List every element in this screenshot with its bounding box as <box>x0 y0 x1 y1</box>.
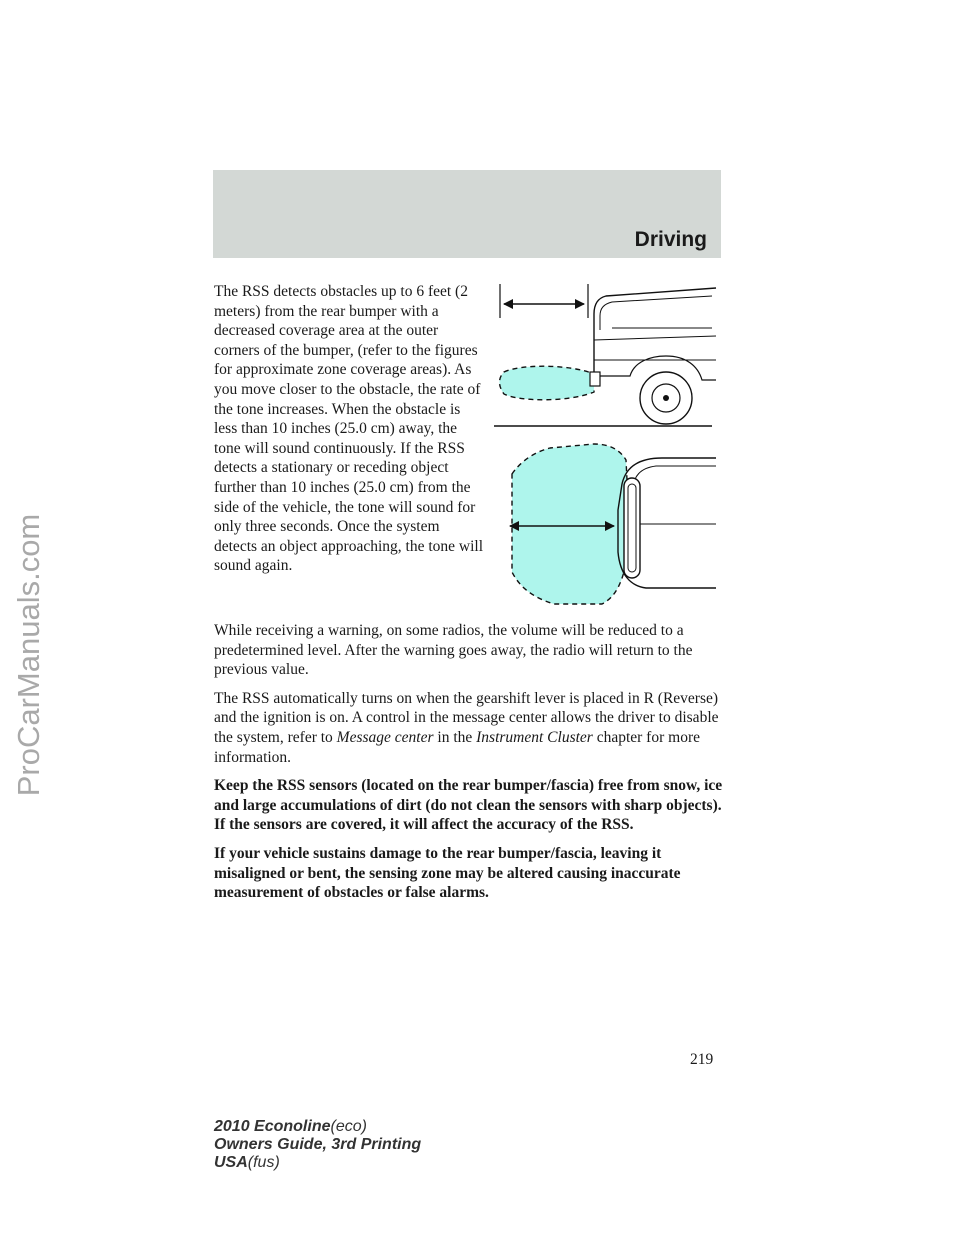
watermark: ProCarManuals.com <box>11 513 46 797</box>
section-title: Driving <box>634 228 707 251</box>
intro-text <box>214 282 484 576</box>
paragraph-bumper-damage: If your vehicle sustains damage to the rear bumper/fascia, leaving it misaligned or bent, the sensing zone may be altered causing inaccurate measurement of obstacles or false alarms. <box>214 844 681 902</box>
footer-guide-line: Owners Guide, 3rd Printing <box>214 1136 422 1153</box>
side-detection-zone <box>500 366 595 400</box>
van-side-outline <box>594 288 716 372</box>
ref-message-center: Message center <box>336 728 434 746</box>
footer <box>214 1118 421 1172</box>
footer-market-line: USA(fus) <box>214 1154 280 1171</box>
paragraph-rss-activation: The RSS automatically turns on when the gearshift lever is placed in R (Reverse) and the ignition is on. A control in the message center allows the driver to disable the system, refer to Message center in the Instrument Cluster chapter for more information. <box>214 689 719 766</box>
section-header-band <box>213 170 721 258</box>
rss-zone-figure <box>490 280 722 610</box>
top-detection-zone <box>512 444 628 604</box>
ref-instrument-cluster: Instrument Cluster <box>476 728 593 746</box>
footer-model-line: 2010 Econoline(eco) <box>214 1118 367 1135</box>
intro-paragraph: The RSS detects obstacles up to 6 feet (2 meters) from the rear bumper with a decreased coverage area at the outer corners of the bumper, (refer to the figures for approximate zone coverage areas). As you move closer to the obstacle, the rate of the tone increases. When the obstacle is less than 10 inches (25.0 cm) away, the tone will sound continuously. If the RSS detects a stationary or receding object further than 10 inches (25.0 cm) from the side of the vehicle, the tone will sound for only three seconds. Once the system detects an object approaching, the tone will sound again. <box>214 283 484 575</box>
body-text <box>214 621 724 912</box>
page-number: 219 <box>690 1051 714 1068</box>
paragraph-sensor-care: Keep the RSS sensors (located on the rear bumper/fascia) free from snow, ice and large accumulations of dirt (do not clean the sensors with sharp objects). If the sensors are covered, it will affect the accuracy of the RSS. <box>214 777 723 834</box>
paragraph-radio-volume: While receiving a warning, on some radios, the volume will be reduced to a predetermined level. After the warning goes away, the radio will return to the previous value. <box>214 622 693 679</box>
